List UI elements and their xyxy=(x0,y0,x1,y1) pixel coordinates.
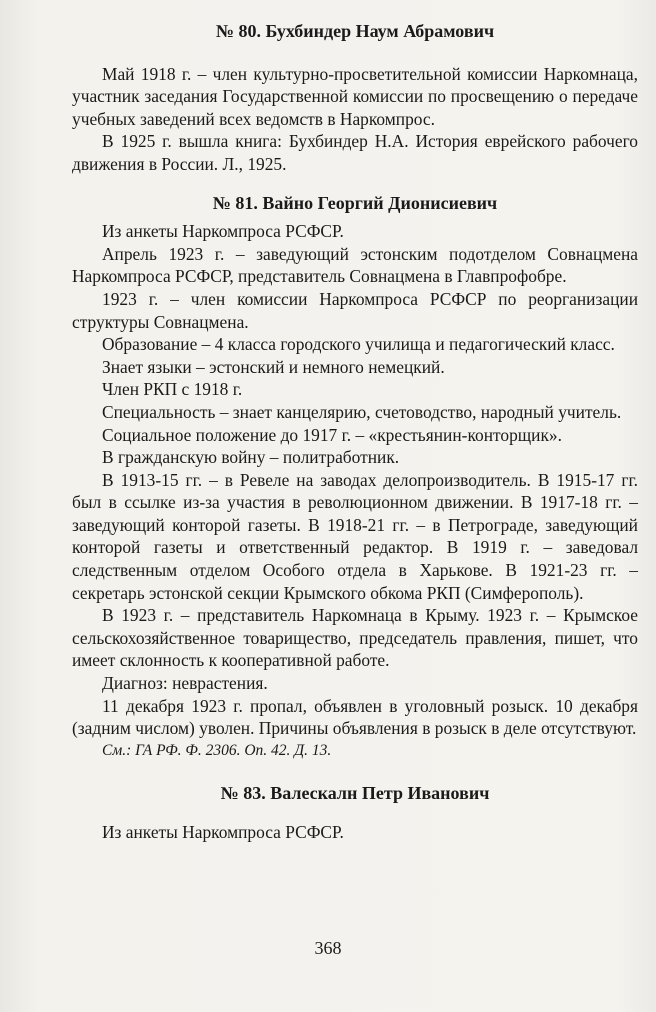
entry-heading: № 81. Вайно Георгий Дионисиевич xyxy=(212,192,498,213)
paragraph: Образование – 4 класса городского училища и педагогический класс. xyxy=(102,334,615,355)
paragraph: Специальность – знает канцелярию, счетоводство, народный учитель. xyxy=(102,401,622,422)
page-number: 368 xyxy=(314,938,342,958)
page-content xyxy=(72,20,638,844)
spacer xyxy=(72,762,638,782)
spacer xyxy=(72,805,638,821)
paragraph: Член РКП с 1918 г. xyxy=(102,379,243,400)
paragraph: Из анкеты Наркомпроса РСФСР. xyxy=(102,221,344,242)
spacer xyxy=(72,43,638,63)
archive-reference: См.: ГА РФ. Ф. 2306. Оп. 42. Д. 13. xyxy=(102,741,332,759)
paragraph: В 1925 г. вышла книга: Бухбиндер Н.А. История еврейского рабочего движения в России. Л., 1925. xyxy=(72,131,638,174)
paragraph: Май 1918 г. – член культурно-просветительной комиссии Наркомнаца, участник заседания Государственной комиссии по просвещению о передаче учебных заведений всех ведомств в Наркомпрос. xyxy=(72,63,638,129)
entry-heading: № 83. Валескалн Петр Иванович xyxy=(220,783,490,804)
paragraph: Из анкеты Наркомпроса РСФСР. xyxy=(102,822,344,842)
paragraph: Знает языки – эстонский и немного немецкий. xyxy=(102,356,445,377)
paragraph: 1923 г. – член комиссии Наркомпроса РСФСР по реорганизации структуры Совнацмена. xyxy=(72,288,638,332)
paragraph: В 1913-15 гг. – в Ревеле на заводах делопроизводитель. В 1915-17 гг. был в ссылке из-за участия в революционном движении. В 1917-18 гг. – заведующий конторой газеты. В 1918-21 гг. – в Петрограде, заведующий конторой газеты и ответственный редактор. В 1919 г. – заведовал следственным отделом Особого отдела в Харькове. В 1921-23 гг. – секретарь эстонской секции Крымского обкома РКП (Симферополь). xyxy=(72,469,638,603)
paragraph: Апрель 1923 г. – заведующий эстонским подотделом Совнацмена Наркомпроса РСФСР, представитель Совнацмена в Главпрофобре. xyxy=(72,243,638,287)
entry-heading: № 80. Бухбиндер Наум Абрамович xyxy=(215,21,495,41)
paragraph: 11 декабря 1923 г. пропал, объявлен в уголовный розыск. 10 декабря (задним числом) уволен. Причины объявления в розыск в деле отсутствуют. xyxy=(72,695,638,739)
spacer xyxy=(72,176,638,192)
paragraph: Социальное положение до 1917 г. – «крестьянин-конторщик». xyxy=(102,424,562,445)
paragraph: Диагноз: неврастения. xyxy=(102,673,268,694)
paragraph: В 1923 г. – представитель Наркомнаца в Крыму. 1923 г. – Крымское сельскохозяйственное товарищество, председатель правления, пишет, что имеет склонность к кооперативной работе. xyxy=(72,605,638,671)
paragraph: В гражданскую войну – политработник. xyxy=(102,447,400,468)
